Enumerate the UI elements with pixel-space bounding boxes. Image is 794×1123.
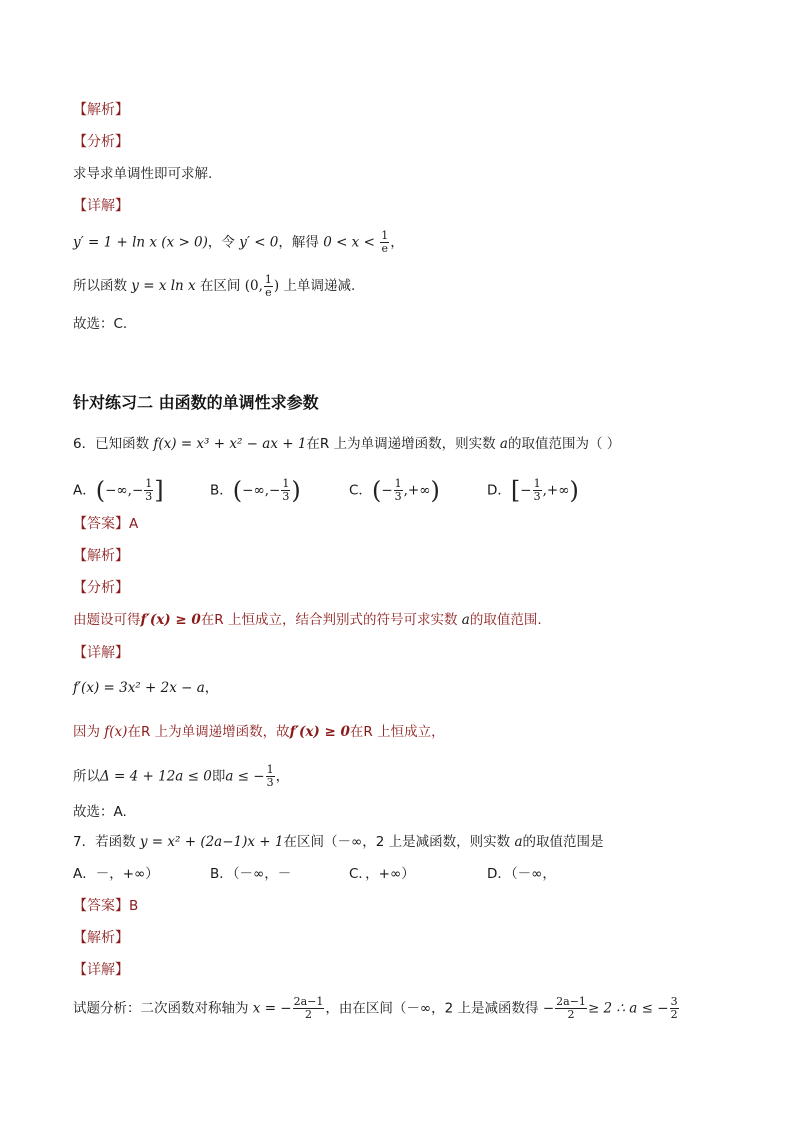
q6-option-b: B．(−∞,− $\frac{1}{3}$ ): [210, 476, 301, 505]
q6-option-a: A．(−∞,− $\frac{1}{3}$ ]: [73, 476, 164, 505]
q6-because: 因为 f(x)在R 上为单调递增函数，故f′(x) ≥ 0在R 上恒成立，: [73, 724, 445, 740]
q5-step1: y′ = 1 + ln x (x > 0)，令 y′ < 0，解得 0 < x < $\frac{1}{e}$ ，: [73, 229, 404, 255]
fraction-1-over-e: $\frac{1}{e}$: [381, 229, 389, 255]
q6-option-d: D．[− $\frac{1}{3}$ ,+∞): [487, 476, 579, 505]
q5-derivative: y′ = 1 + ln x (x > 0): [73, 234, 208, 251]
q7-option-c: C．，+∞）: [349, 866, 415, 882]
q5-analysis: 求导求单调性即可求解.: [73, 166, 213, 182]
q7-detail: 试题分析：二次函数对称轴为 x = − $\frac{2a-1}{2}$ ，由在区间（－∞，2 上是减函数得 − $\frac{2a-1}{2}$ ≥ 2 ∴ a ≤ − $\frac{3}{2}$: [73, 995, 678, 1021]
q7-jiexi-tag: 【解析】: [73, 930, 129, 946]
q5-interval: (0, $\frac{1}{e}$ ): [244, 273, 280, 299]
q5-step2: 所以函数 y = x ln x 在区间 (0, $\frac{1}{e}$ ) 上单调递减.: [73, 273, 356, 299]
q6-stem: 6．已知函数 f(x) = x³ + x² − ax + 1在R 上为单调递增函数，则实数 a的取值范围为（ ）: [73, 436, 621, 452]
q6-jiexi-tag: 【解析】: [73, 548, 129, 564]
q6-choose: 故选：A.: [73, 804, 127, 820]
q5-result: 0 < x <: [323, 234, 375, 251]
q7-answer: 【答案】B: [73, 898, 139, 914]
q6-option-c: C．(− $\frac{1}{3}$ ,+∞): [349, 476, 440, 505]
q6-xiangjie-tag: 【详解】: [73, 645, 129, 661]
xiangjie-tag: 【详解】: [73, 198, 129, 214]
q6-function: f(x) = x³ + x² − ax + 1: [153, 436, 307, 452]
q7-xiangjie-tag: 【详解】: [73, 962, 129, 978]
q6-analysis: 由题设可得f′(x) ≥ 0在R 上恒成立，结合判别式的符号可求实数 a的取值范围.: [73, 612, 542, 628]
q7-stem: 7．若函数 y = x² + (2a−1)x + 1在区间（－∞，2 上是减函数，则实数 a的取值范围是: [73, 834, 604, 850]
q7-option-b: B．（－∞，－: [210, 866, 292, 882]
q6-fenxi-tag: 【分析】: [73, 580, 129, 596]
section-title: 针对练习二 由函数的单调性求参数: [73, 393, 319, 412]
q7-function: y = x² + (2a−1)x + 1: [139, 834, 284, 850]
q5-choose: 故选：C.: [73, 316, 128, 332]
q5-function: y = x ln x: [131, 278, 196, 294]
q7-option-a: A．－，+∞）: [73, 866, 159, 882]
q7-option-d: D．（－∞，: [487, 866, 556, 882]
q5-condition: y′ < 0: [239, 234, 279, 251]
q6-derivative: f′(x) = 3x² + 2x − a，: [73, 680, 219, 696]
q6-so: 所以Δ = 4 + 12a ≤ 0即a ≤ − $\frac{1}{3}$ ，: [73, 763, 290, 789]
fenxi-tag: 【分析】: [73, 134, 129, 150]
jiexi-tag: 【解析】: [73, 102, 129, 118]
q6-answer: 【答案】A: [73, 516, 139, 532]
